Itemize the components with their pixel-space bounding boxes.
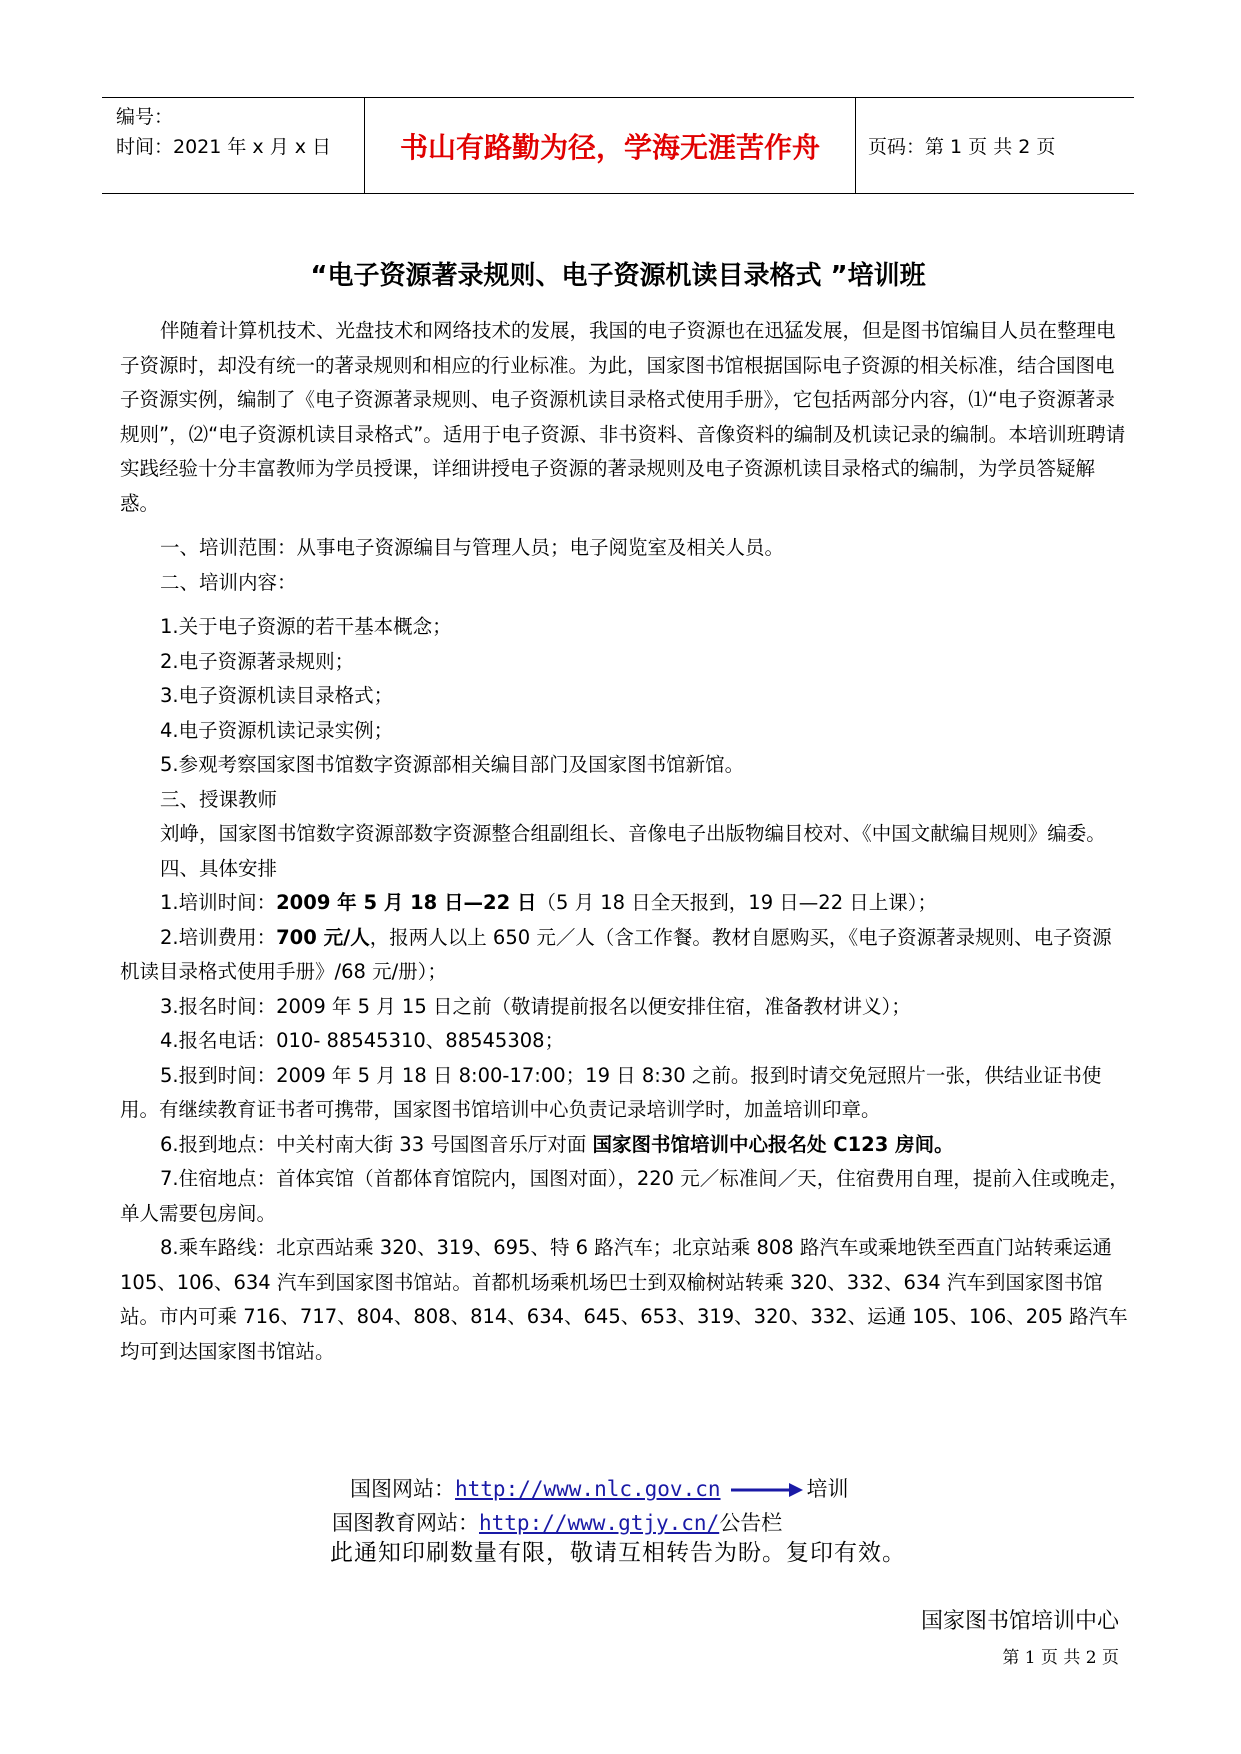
header-number: 编号：	[116, 106, 174, 128]
arrangement-lodging: 7.住宿地点：首体宾馆（首都体育馆院内，国图对面），220 元／标准间／天，住宿费用自理，提前入住或晚走，单人需要包房间。	[120, 1167, 1129, 1225]
page-header	[102, 97, 1134, 194]
teacher-info: 刘峥，国家图书馆数字资源部数字资源整合组副组长、音像电子出版物编目校对、《中国文献编目规则》编委。	[160, 822, 1106, 845]
arrangement-highlight: 700 元/人	[276, 925, 370, 949]
nlc-website-label: 国图网站：	[350, 1477, 455, 1501]
header-motto: 书山有路勤为径，学海无涯苦作舟	[399, 130, 820, 164]
arrangement-highlight: 国家图书馆培训中心报名处 C123 房间。	[592, 1132, 954, 1156]
edu-website-link[interactable]: http://www.gtjy.cn/	[479, 1511, 720, 1535]
arrangement-label: 2.培训费用：	[160, 925, 277, 949]
nlc-website-link[interactable]: http://www.nlc.gov.cn	[455, 1477, 721, 1501]
header-meta	[116, 102, 331, 162]
arrangement-label: 1.培训时间：	[160, 891, 277, 914]
edu-website-suffix: 公告栏	[719, 1511, 783, 1535]
arrangement-label: 6.报到地点：中关村南大街 33 号国图音乐厅对面	[160, 1132, 593, 1156]
arrow-right-icon	[731, 1483, 803, 1497]
intro-paragraph: 伴随着计算机技术、光盘技术和网络技术的发展，我国的电子资源也在迅猛发展，但是图书馆编目人员在整理电子资源时，却没有统一的著录规则和相应的行业标准。为此，国家图书馆根据国际电子资源的相关标准，结合国图电子资源实例，编制了《电子资源著录规则、电子资源机读目录格式使用手册》，它包括两部分内容，⑴“电子资源著录规则”，⑵“电子资源机读目录格式”。适用于电子资源、非书资料、音像资料的编制及机读记录的编制。本培训班聘请实践经验十分丰富教师为学员授课，详细讲授电子资源的著录规则及电子资源机读目录格式的编制，为学员答疑解惑。	[120, 319, 1126, 515]
arrangement-highlight: 2009 年 5 月 18 日—22 日	[276, 891, 537, 914]
section-contents-heading: 二、培训内容：	[160, 570, 297, 594]
section-scope: 一、培训范围：从事电子资源编目与管理人员；电子阅览室及相关人员。	[160, 536, 785, 559]
copy-notice: 此通知印刷数量有限，敬请互相转告为盼。复印有效。	[330, 1540, 906, 1566]
arrangement-detail: ，报两人以上 650 元／人（含工作餐。教材自愿购买，《电子资源著录规则、电子资源机读目录格式使用手册》/68 元/册）；	[120, 925, 1112, 983]
arrangement-detail: （5 月 18 日全天报到，19 日—22 日上课）；	[536, 891, 938, 914]
arrangement-transport: 8.乘车路线：北京西站乘 320、319、695、特 6 路汽车；北京站乘 808 路汽车或乘地铁至西直门站转乘运通 105、106、634 汽车到国家图书馆站。首都机场乘机场巴士到双榆树站转乘 320、332、634 汽车到国家图书馆站。市内可乘 716、717、804、808、814、634、645、653、319、320、332、运通 105、106、205 路汽车均可到达国家图书馆站。	[120, 1236, 1128, 1363]
header-page-number: 页码：第 1 页 共 2 页	[868, 136, 1056, 158]
content-item: 3.电子资源机读目录格式；	[160, 684, 394, 707]
footer-page-number: 第 1 页 共 2 页	[1002, 1648, 1119, 1668]
content-item: 5.参观考察国家图书馆数字资源部相关编目部门及国家图书馆新馆。	[160, 753, 745, 776]
nlc-website-suffix: 培训	[806, 1477, 849, 1501]
content-item: 1.关于电子资源的若干基本概念；	[160, 615, 452, 638]
edu-website-row	[332, 1507, 782, 1537]
arrangement-fee	[120, 921, 1130, 990]
arrangement-location	[120, 1128, 1130, 1163]
content-item: 4.电子资源机读记录实例；	[160, 718, 394, 742]
document-title: “电子资源著录规则、电子资源机读目录格式 ”培训班	[310, 261, 926, 291]
arrangement-phone: 4.报名电话：010- 88545310、88545308；	[160, 1029, 565, 1052]
nlc-website-row	[350, 1473, 849, 1503]
header-time: 时间：2021 年 x 月 x 日	[116, 136, 332, 158]
header-divider	[855, 98, 856, 193]
content-item: 2.电子资源著录规则；	[160, 649, 355, 673]
footer-organization: 国家图书馆培训中心	[920, 1609, 1119, 1634]
arrangement-registration-time: 3.报名时间：2009 年 5 月 15 日之前（敬请提前报名以便安排住宿，准备教材讲义）；	[160, 994, 911, 1018]
section-arrangement-heading: 四、具体安排	[160, 856, 278, 880]
section-teacher-heading: 三、授课教师	[160, 787, 278, 811]
arrangement-time	[120, 886, 1130, 921]
edu-website-label: 国图教育网站：	[332, 1511, 479, 1535]
document-body	[120, 314, 1130, 1369]
arrangement-checkin-time: 5.报到时间：2009 年 5 月 18 日 8:00-17:00；19 日 8:30 之前。报到时请交免冠照片一张，供结业证书使用。有继续教育证书者可携带，国家图书馆培训中心负责记录培训学时，加盖培训印章。	[120, 1063, 1102, 1121]
